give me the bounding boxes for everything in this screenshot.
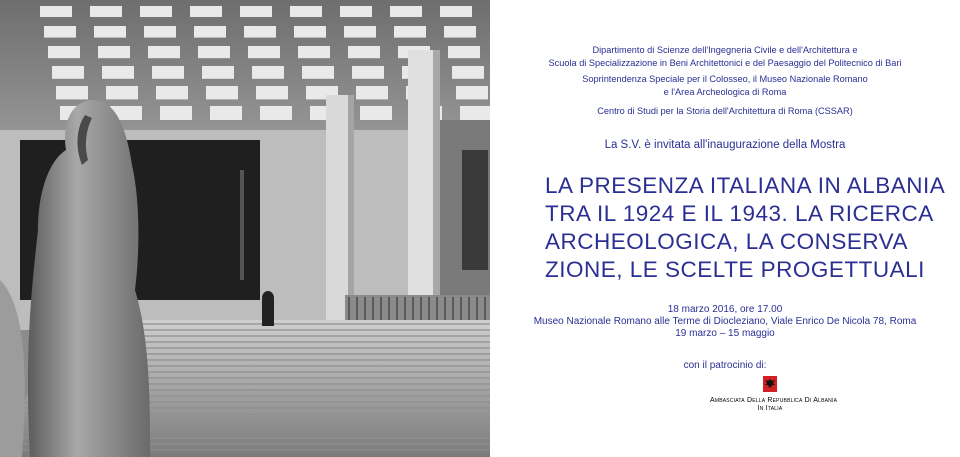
ceiling-coffer xyxy=(202,66,234,79)
ceiling-coffer xyxy=(194,26,226,38)
ceiling-coffer xyxy=(302,66,334,79)
embassy-name: Ambasciata Della Repubblica Di Albania xyxy=(710,397,838,404)
ceiling-coffer xyxy=(106,86,138,99)
ceiling-coffer xyxy=(160,106,192,120)
ceiling-coffer xyxy=(298,46,330,58)
ceiling-coffer xyxy=(56,86,88,99)
ceiling-coffer xyxy=(440,6,472,17)
ceiling-coffer xyxy=(290,6,322,17)
exhibition-title xyxy=(545,172,960,284)
ceiling-coffer xyxy=(90,6,122,17)
institution-soprintendenza xyxy=(490,73,960,98)
railing-bar xyxy=(380,297,382,323)
railing-bar xyxy=(484,297,486,323)
event-date-time: 18 marzo 2016, ore 17.00 xyxy=(667,304,783,315)
institution-line: Dipartimento di Scienze dell'Ingegneria Civile e dell'Architettura e xyxy=(592,45,858,55)
ceiling-coffer xyxy=(48,46,80,58)
embassy-name-country: In Italia xyxy=(757,405,783,412)
embassy-block xyxy=(710,376,838,413)
ceiling-coffer xyxy=(40,6,72,17)
ceiling-coffer xyxy=(360,106,392,120)
ceiling-coffer xyxy=(460,106,490,120)
ceiling-coffer xyxy=(94,26,126,38)
ceiling-coffer xyxy=(356,86,388,99)
ceiling-coffer xyxy=(248,46,280,58)
railing-bar xyxy=(452,297,454,323)
title-line: LA PRESENZA ITALIANA IN ALBANIA xyxy=(545,173,946,198)
railing-bar xyxy=(436,297,438,323)
railing-bar xyxy=(444,297,446,323)
exhibition-period: 19 marzo – 15 maggio xyxy=(675,328,775,339)
ceiling-coffer xyxy=(390,6,422,17)
ceiling-coffer xyxy=(244,26,276,38)
railing-bar xyxy=(388,297,390,323)
ceiling-coffer xyxy=(448,46,480,58)
ceiling-coffer xyxy=(144,26,176,38)
albanian-eagle-emblem-icon xyxy=(763,376,777,392)
railing-bar xyxy=(356,297,358,323)
event-venue: Museo Nazionale Romano alle Terme di Diocleziano, Viale Enrico De Nicola 78, Roma xyxy=(533,316,917,327)
ceiling-coffer xyxy=(256,86,288,99)
ceiling-coffer xyxy=(344,26,376,38)
railing-bar xyxy=(420,297,422,323)
ceiling-coffer xyxy=(348,46,380,58)
invitation-line: La S.V. è invitata all'inaugurazione della Mostra xyxy=(604,139,846,151)
railing-bar xyxy=(364,297,366,323)
railing-bar xyxy=(396,297,398,323)
ceiling-coffer xyxy=(98,46,130,58)
institution-line: e l'Area Archeologica di Roma xyxy=(663,86,787,97)
event-details xyxy=(490,304,960,340)
railing-bar xyxy=(372,297,374,323)
invitation-text-panel xyxy=(490,0,960,457)
ceiling-coffer xyxy=(52,66,84,79)
ceiling-coffer xyxy=(148,46,180,58)
ceiling-coffer xyxy=(294,26,326,38)
ceiling-coffer xyxy=(394,26,426,38)
ceiling-coffer xyxy=(352,66,384,79)
railing-bar xyxy=(412,297,414,323)
ceiling-coffer xyxy=(152,66,184,79)
railing-bar xyxy=(468,297,470,323)
ceiling-coffer xyxy=(140,6,172,17)
railing-bar xyxy=(476,297,478,323)
railing-bar xyxy=(348,297,350,323)
patronage-label: con il patrocinio di: xyxy=(683,360,767,371)
ceiling-coffer xyxy=(252,66,284,79)
ceiling-coffer xyxy=(444,26,476,38)
institution-line: Centro di Studi per la Storia dell'Architettura di Roma (CSSAR) xyxy=(597,106,853,116)
ceiling-coffer xyxy=(206,86,238,99)
ceiling-coffer xyxy=(240,6,272,17)
ceiling-coffer xyxy=(340,6,372,17)
institution-line: Soprintendenza Speciale per il Colosseo, il Museo Nazionale Romano xyxy=(582,74,868,84)
railing-bar xyxy=(404,297,406,323)
ceiling-coffer xyxy=(210,106,242,120)
ceiling-coffer xyxy=(456,86,488,99)
railing-bar xyxy=(460,297,462,323)
ceiling-coffer xyxy=(156,86,188,99)
institution-politecnico-bari xyxy=(490,44,960,69)
ceiling-coffer xyxy=(102,66,134,79)
institution-cssar xyxy=(490,105,960,118)
ceiling-coffer xyxy=(452,66,484,79)
ceiling-coffer xyxy=(190,6,222,17)
ceiling-coffer xyxy=(198,46,230,58)
title-line: ARCHEOLOGICA, LA CONSERVA xyxy=(545,229,909,254)
ceiling-coffer xyxy=(260,106,292,120)
institution-line: Scuola di Specializzazione in Beni Architettonici e del Paesaggio del Politecnico di Bari xyxy=(548,57,902,68)
railing-bar xyxy=(428,297,430,323)
title-line: TRA IL 1924 E IL 1943. LA RICERCA xyxy=(545,201,934,226)
ceiling-coffer xyxy=(44,26,76,38)
title-line: ZIONE, LE SCELTE PROGETTUALI xyxy=(545,257,925,282)
